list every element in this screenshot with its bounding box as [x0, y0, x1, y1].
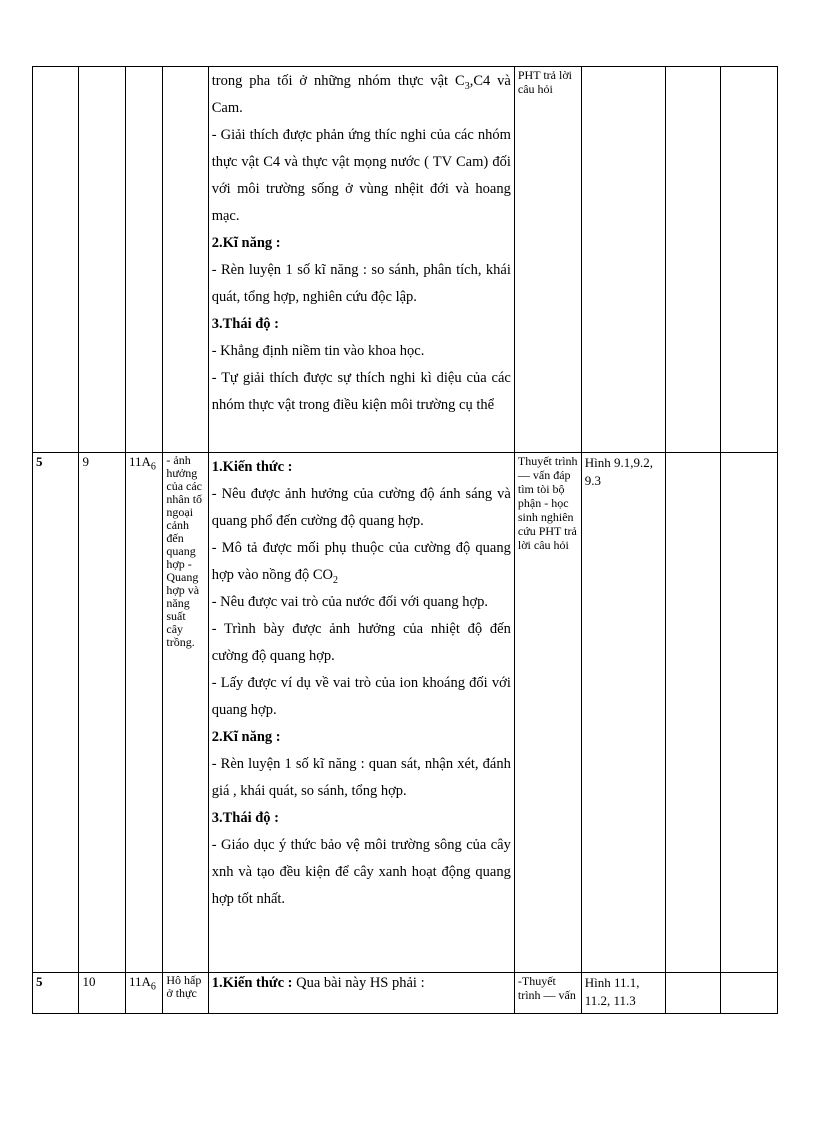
figures-cell [581, 67, 665, 453]
content-line: - Trình bày được ảnh hưởng của nhiệt độ đến cường độ quang hợp. [211, 621, 511, 664]
week-cell: 5 [33, 973, 79, 1014]
content-line: - Tự giải thích được sự thích nghi kì diệu của các nhóm thực vật trong điều kiện môi trường cụ thể [211, 370, 511, 413]
content-line: - Lấy được ví dụ về vai trò của ion khoáng đối với quang hợp. [211, 675, 511, 718]
method-cell: Thuyết trình — vấn đáp tìm tòi bộ phận - học sinh nghiên cứu PHT trả lời câu hỏi [514, 453, 581, 973]
section-heading: 3.Thái độ : [211, 316, 280, 332]
content-line: - Nêu được vai trò của nước đối với quang hợp. [211, 594, 489, 610]
content-line: Qua bài này HS phải : [296, 975, 425, 991]
lesson-cell [79, 67, 125, 453]
content-line: trong pha tối ở những nhóm thực vật $C_3,C4$ và Cam. [211, 73, 511, 116]
lesson-cell: 9 [79, 453, 125, 973]
topic-cell: Hô hấp ở thực [163, 973, 208, 1014]
content-line: - Giáo dục ý thức bảo vệ môi trường sông của cây xnh và tạo đều kiện để cây xanh hoạt động quang hợp tốt nhất. [211, 837, 511, 907]
content-cell [208, 973, 514, 1014]
content-line: - Rèn luyện 1 số kĩ năng : so sánh, phân tích, khái quát, tổng hợp, nghiên cứu độc lập. [211, 262, 511, 305]
extra-cell [665, 67, 721, 453]
section-heading: 3.Thái độ : [211, 810, 280, 826]
topic-cell [163, 67, 208, 453]
content-line: - Giải thích được phản ứng thíc nghi của các nhóm thực vật C4 và thực vật mọng nước ( TV Cam) đối với môi trường sống ở vùng nhệit đới và hoang mạc. [211, 127, 511, 224]
content-line: - Khẳng định niềm tin vào khoa học. [211, 343, 425, 359]
section-heading: 2.Kĩ năng : [211, 235, 281, 251]
figures-cell: Hình 9.1,9.2, 9.3 [581, 453, 665, 973]
section-heading: 1.Kiến thức : [211, 975, 293, 991]
table-row [33, 453, 778, 973]
lesson-cell: 10 [79, 973, 125, 1014]
extra-cell [721, 67, 778, 453]
table-row [33, 67, 778, 453]
content-line: - Nêu được ảnh hưởng của cường độ ánh sáng và quang phổ đến cường độ quang hợp. [211, 486, 511, 529]
method-cell: -Thuyết trình — vấn [514, 973, 581, 1014]
method-cell: PHT trả lời câu hỏi [514, 67, 581, 453]
content-line: - Mô tả được mối phụ thuộc của cường độ quang hợp vào nồng độ $CO_2$ [211, 540, 511, 586]
extra-cell [665, 973, 721, 1014]
table-row [33, 973, 778, 1014]
lesson-plan-table [32, 66, 778, 1014]
content-line: - Rèn luyện 1 số kĩ năng : quan sát, nhận xét, đánh giá , khái quát, so sánh, tổng hợp. [211, 756, 511, 799]
class-cell: $11A_6$ [125, 453, 162, 973]
extra-cell [721, 453, 778, 973]
content-cell [208, 453, 514, 973]
figures-cell: Hình 11.1, 11.2, 11.3 [581, 973, 665, 1014]
week-cell: 5 [33, 453, 79, 973]
extra-cell [665, 453, 721, 973]
extra-cell [721, 973, 778, 1014]
section-heading: 1.Kiến thức : [211, 459, 293, 475]
topic-cell: - ảnh hưởng của các nhân tố ngoại cảnh đến quang hợp - Quang hợp và năng suất cây trồng. [163, 453, 208, 973]
section-heading: 2.Kĩ năng : [211, 729, 281, 745]
content-cell [208, 67, 514, 453]
class-cell [125, 67, 162, 453]
week-cell [33, 67, 79, 453]
class-cell: $11A_6$ [125, 973, 162, 1014]
